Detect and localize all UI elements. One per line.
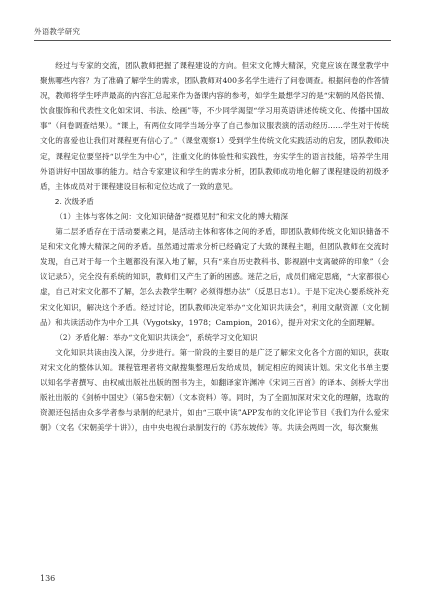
subsection-heading-2: （2）矛盾化解：举办“文化知识共读会”，系统学习文化知识	[55, 332, 258, 342]
paragraph-intro: 经过与专家的交流，团队教师把握了课程建设的方向。但宋文化博大精深，究竟应该在课堂教学中聚焦哪些内容？为了准确了解学生的需求，团队教师对400多名学生进行了问卷调查。根据问卷的作答情况，教师将学生呼声最高的内容汇总起来作为备课内容的参考，如学生最想学习的是“宋朝的风俗民情、饮食服饰和代表性文化如宋词、书法、绘画”等，不少同学渴望“学习用英语讲述传统文化、传播中国故事”（问卷调查结果）。“课上，有两位女同学当场分享了自己参加议服表演的活动经历……学生对于传统文化的喜爱也让我们对课程更有信心了。”（课堂观察1）受到学生传统文化实践活动的启发，团队教师决定，课程定位要坚持“以学生为中心”，注重文化的体验性和实践性，夯实学生的语言技能，培养学生用外语讲好中国故事的能力。结合专家建议和学生的需求分析，团队教师成功地化解了课程建设的初级矛盾，主体成员对于课程建设目标和定位达成了一致的意见。	[40, 61, 389, 191]
article-body	[40, 58, 389, 435]
section-heading: 2. 次级矛盾	[54, 196, 94, 206]
subsection-heading-1: （1）主体与客体之间：文化知识储备“捉襟见肘”和宋文化的博大精深	[55, 211, 288, 221]
page-number: 136	[40, 574, 56, 583]
paragraph-subsection-2: 文化知识共读由浅入深，分步进行。第一阶段的主要目的是广泛了解宋文化各个方面的知识，获取对宋文化的整体认知。课程管理者将文献搜集整理后发给成员，制定相应的阅读计划。宋文化书单主要以知名学者撰写、由权威出版社出版的图书为主，如翻译家许渊冲《宋词三百首》的译本、剑桥大学出版社出版的《剑桥中国史》（第5卷宋朝）（文本资料）等。同时，为了全面加深对宋文化的理解，选取的资源还包括由众多学者参与录制的纪录片，如由“三联中读”APP发布的文化评论节目《我们为什么爱宋朝》（文名《宋朝美学十讲》），由中央电视台录制发行的《苏东坡传》等。共读会两周一次，每次聚焦	[40, 347, 389, 433]
header-rule	[34, 40, 391, 41]
running-head: 外语教学研究	[34, 27, 81, 36]
paragraph-subsection-1: 第二层矛盾存在于活动要素之间，是活动主体和客体之间的矛盾，即团队教师传统文化知识储备不足和宋文化博大精深之间的矛盾。虽然通过需求分析已经确定了大致的课程主题，但团队教师在交流时发现，自己对于每一个主题都没有深入地了解，只有“来自历史教科书、影视剧中支离破碎的印象”（会议记录5），完全没有系统的知识，教师们又产生了新的困惑。迷茫之后，成员们痛定思痛，“大家都很心虚，自己对宋文化都不了解，怎么去教学生啊？必须得想办法”（反思日志1）。于是下定决心要系统补充宋文化知识，解决这个矛盾。经过讨论，团队教师决定举办“文化知识共读会”，利用文献资源（文化制品）和共读活动作为中介工具（Vygotsky，1978；Campion，2016），提升对宋文化的全面理解。	[40, 227, 389, 327]
